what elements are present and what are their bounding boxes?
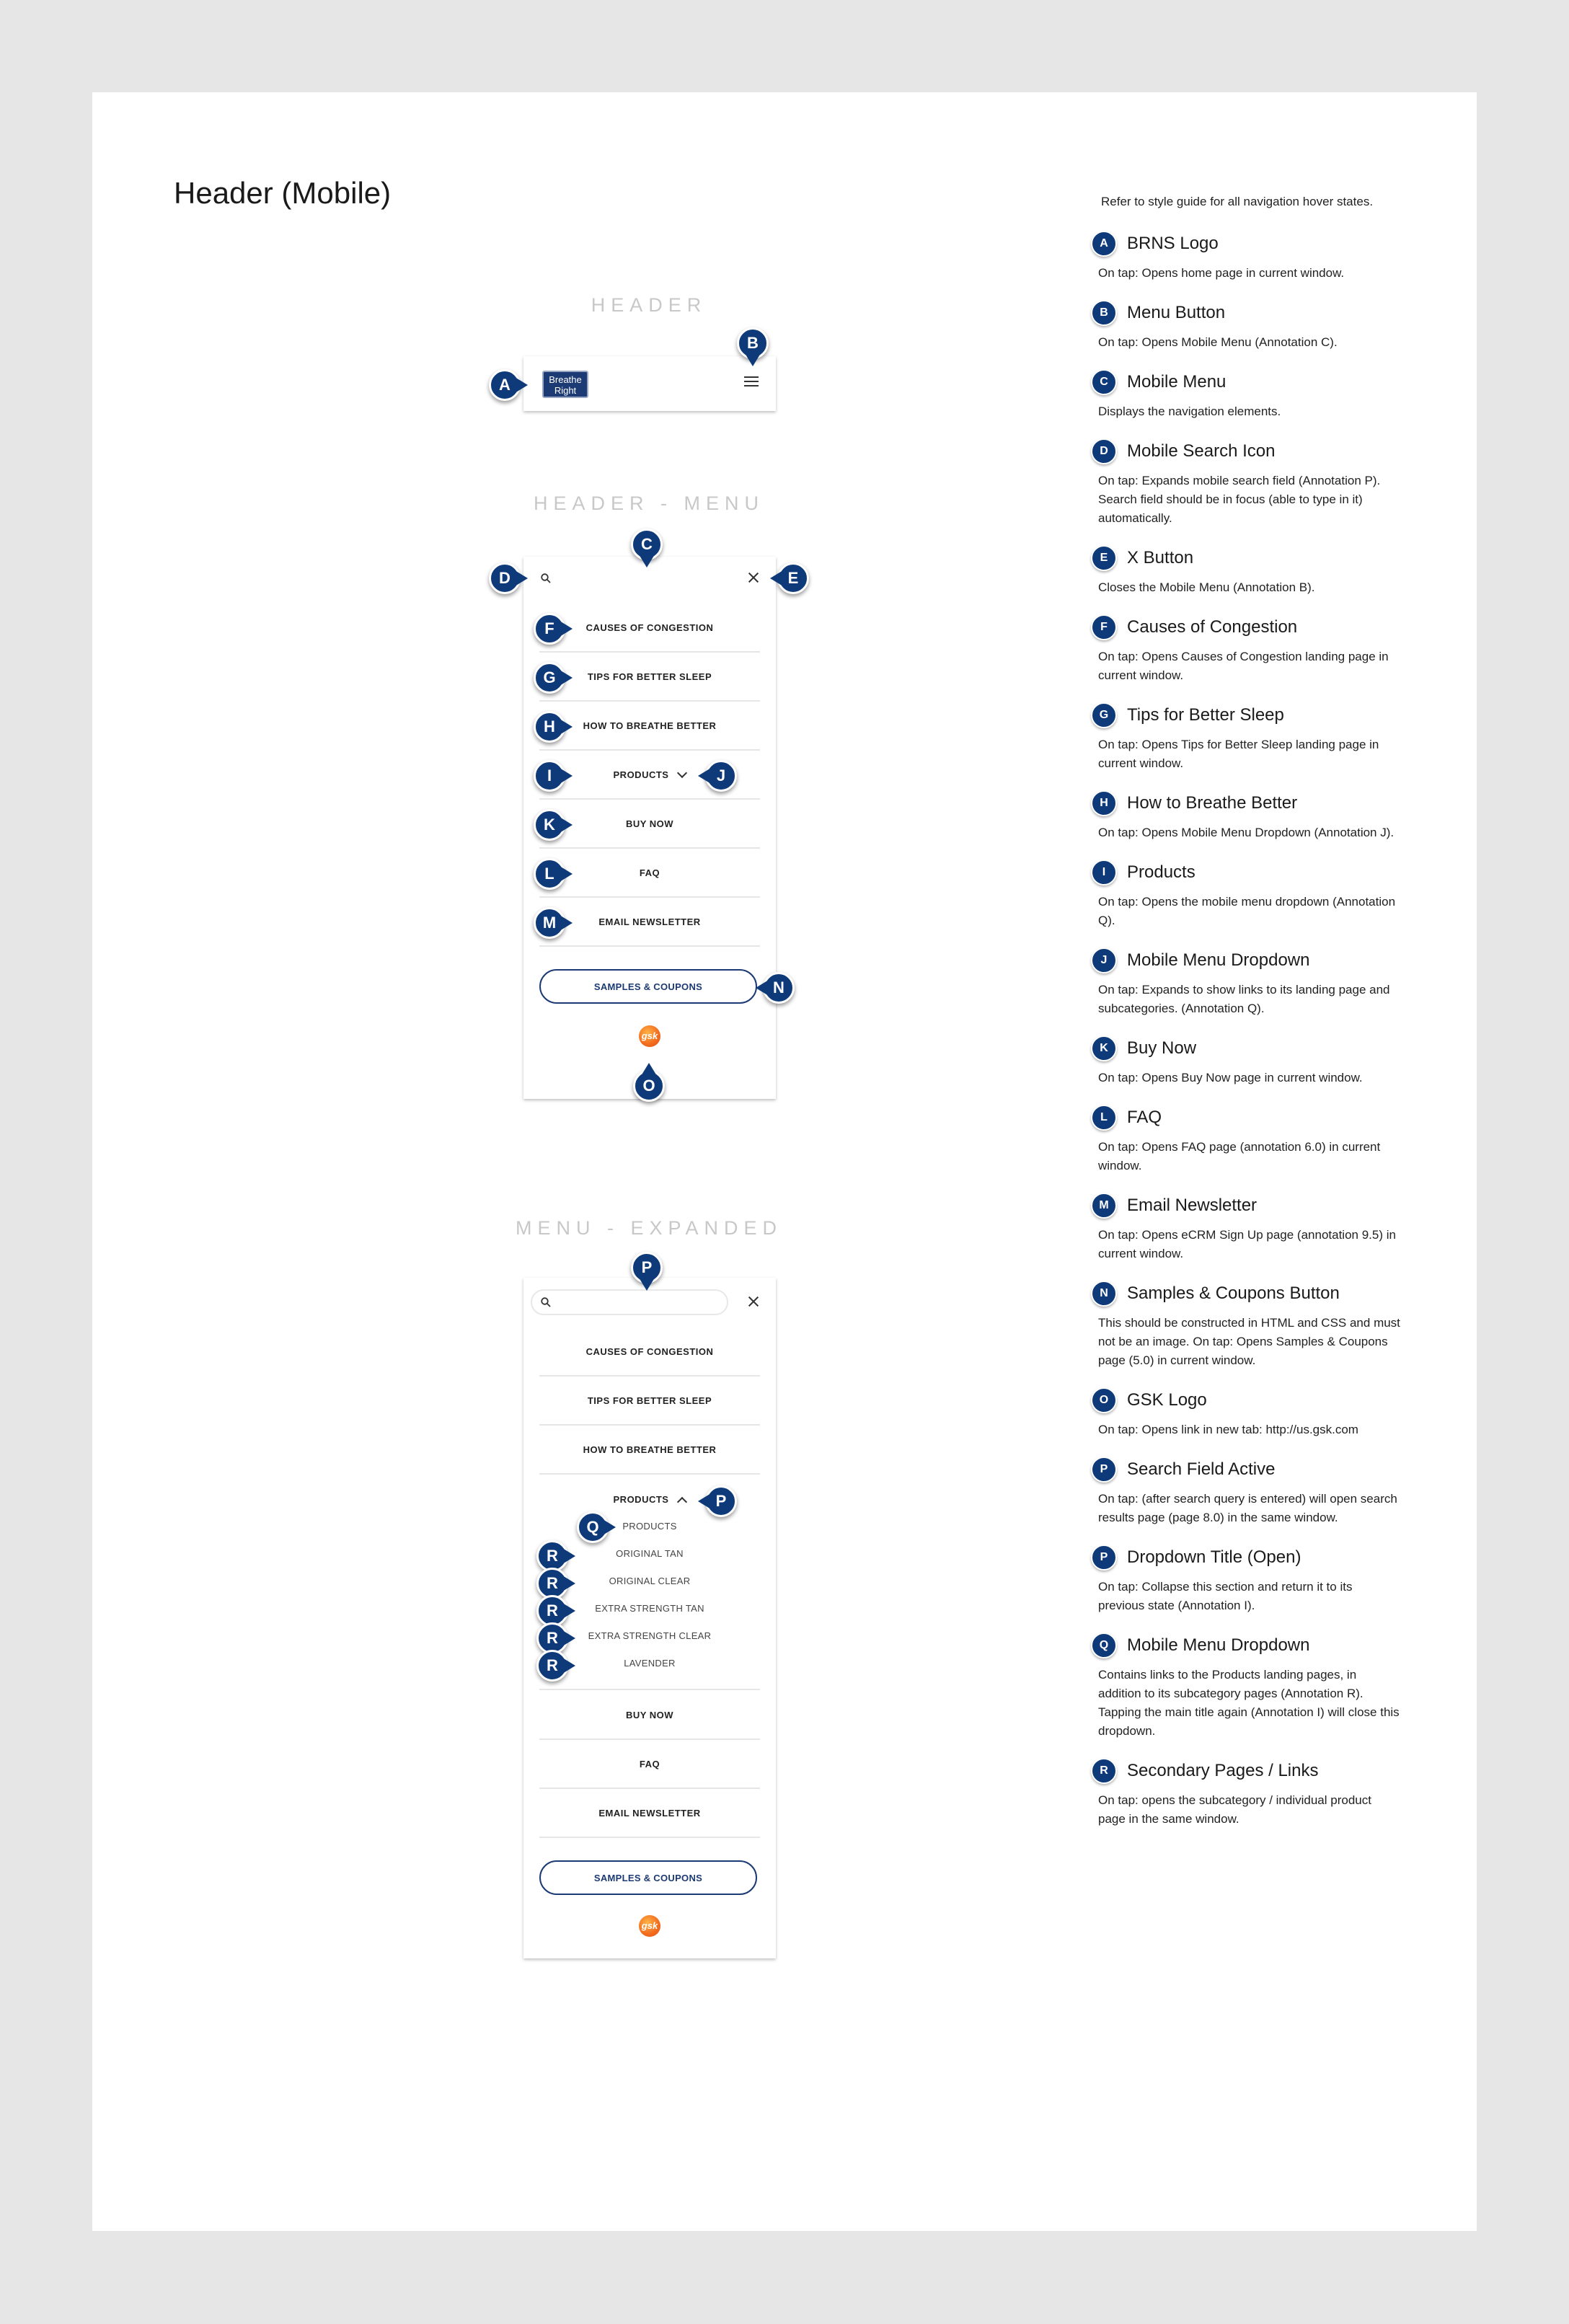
- annotation-badge: P: [1091, 1457, 1117, 1483]
- annotation-marker-i: I: [534, 760, 565, 792]
- menu-item-newsletter[interactable]: [539, 1790, 760, 1838]
- annotation-badge: G: [1091, 702, 1117, 728]
- annotation-f: [1098, 613, 1401, 685]
- submenu-label: ORIGINAL TAN: [616, 1547, 684, 1559]
- annotation-l: [1098, 1103, 1401, 1175]
- header-frame: [523, 356, 776, 411]
- annotation-badge: N: [1091, 1281, 1117, 1307]
- menu-item-buy-now[interactable]: [539, 1692, 760, 1740]
- annotation-marker-m: M: [534, 907, 565, 939]
- annotation-badge: H: [1091, 790, 1117, 816]
- hamburger-line: [744, 381, 759, 382]
- annotation-marker-l: L: [534, 858, 565, 890]
- annotation-title: Causes of Congestion: [1127, 617, 1298, 637]
- annotation-a: [1098, 229, 1401, 283]
- annotation-badge: I: [1091, 860, 1117, 885]
- annotation-title: Secondary Pages / Links: [1127, 1761, 1319, 1780]
- annotation-desc: On tap: Opens the mobile menu dropdown (Annotation Q).: [1098, 895, 1396, 927]
- annotation-marker-f: F: [534, 613, 565, 645]
- annotation-title: Menu Button: [1127, 303, 1226, 322]
- annotation-desc: On tap: Opens eCRM Sign Up page (annotation 9.5) in current window.: [1098, 1228, 1396, 1260]
- annotation-marker-p: P: [705, 1485, 737, 1517]
- annotation-marker-r: R: [536, 1650, 568, 1682]
- menu-item-label: TIPS FOR BETTER SLEEP: [587, 1395, 712, 1406]
- annotation-n: [1098, 1279, 1401, 1370]
- annotation-title: X Button: [1127, 548, 1194, 567]
- annotation-marker-r: R: [536, 1622, 568, 1654]
- annotation-desc: On tap: Opens Mobile Menu Dropdown (Annotation J).: [1098, 826, 1395, 839]
- annotation-desc: On tap: Expands to show links to its landing page and subcategories. (Annotation Q).: [1098, 983, 1390, 1015]
- annotation-marker-a: A: [489, 369, 521, 401]
- annotation-title: Tips for Better Sleep: [1127, 705, 1284, 725]
- menu-item-label: HOW TO BREATHE BETTER: [583, 1444, 717, 1455]
- search-field[interactable]: [531, 1289, 728, 1315]
- menu-item-label: PRODUCTS: [613, 769, 669, 780]
- annotation-desc: On tap: Opens link in new tab: http://us.gsk.com: [1098, 1423, 1358, 1436]
- annotation-badge: L: [1091, 1105, 1117, 1131]
- section-label-header: HEADER: [591, 294, 707, 316]
- menu-item-breathe[interactable]: [539, 1426, 760, 1475]
- annotation-marker-c: C: [631, 529, 663, 560]
- annotation-marker-p: P: [631, 1252, 663, 1283]
- annotation-marker-r: R: [536, 1568, 568, 1599]
- menu-item-label: BUY NOW: [625, 818, 674, 829]
- submenu-label: EXTRA STRENGTH CLEAR: [588, 1630, 712, 1641]
- logo-text: Breathe Right: [549, 374, 582, 396]
- annotation-badge: O: [1091, 1387, 1117, 1413]
- annotation-marker-r: R: [536, 1540, 568, 1572]
- annotation-marker-d: D: [489, 562, 521, 594]
- annotation-title: BRNS Logo: [1127, 234, 1219, 253]
- menu-item-label: CAUSES OF CONGESTION: [585, 1346, 714, 1357]
- annotation-badge: E: [1091, 545, 1117, 571]
- menu-item-tips[interactable]: [539, 1377, 760, 1426]
- annotation-desc: On tap: Opens Tips for Better Sleep landing page in current window.: [1098, 738, 1379, 770]
- annotation-marker-b: B: [737, 327, 769, 359]
- annotation-marker-n: N: [763, 972, 795, 1004]
- menu-item-label: EMAIL NEWSLETTER: [598, 1808, 701, 1819]
- annotation-desc: Contains links to the Products landing pages, in addition to its subcategory pages (Annotation R). Tapping the main title again (Annotation I) will close this dropdown.: [1098, 1668, 1400, 1738]
- annotation-title: Search Field Active: [1127, 1459, 1276, 1479]
- annotation-title: Dropdown Title (Open): [1127, 1547, 1301, 1567]
- gsk-logo[interactable]: [639, 1915, 660, 1937]
- annotation-badge: B: [1091, 300, 1117, 326]
- annotation-title: Mobile Menu Dropdown: [1127, 1635, 1310, 1655]
- menu-item-faq[interactable]: [539, 1741, 760, 1789]
- brns-logo[interactable]: [542, 371, 588, 398]
- annotation-desc: On tap: Expands mobile search field (Annotation P). Search field should be in focus (able to type in it) automatically.: [1098, 474, 1381, 525]
- gsk-logo[interactable]: [639, 1025, 660, 1047]
- annotation-title: Mobile Search Icon: [1127, 441, 1276, 461]
- annotation-i: [1098, 858, 1401, 930]
- section-label-menu-expanded: MENU - EXPANDED: [515, 1217, 783, 1239]
- annotation-desc: On tap: Opens Mobile Menu (Annotation C).: [1098, 335, 1338, 349]
- annotation-badge: K: [1091, 1035, 1117, 1061]
- annotation-q: [1098, 1631, 1401, 1741]
- annotation-title: Mobile Menu: [1127, 372, 1227, 392]
- menu-item-label: CAUSES OF CONGESTION: [585, 622, 714, 633]
- samples-coupons-button[interactable]: [539, 969, 757, 1004]
- annotation-o: [1098, 1386, 1401, 1439]
- menu-button[interactable]: [744, 376, 759, 386]
- menu-item-causes[interactable]: [539, 1328, 760, 1377]
- annotation-p-dropdown: [1098, 1543, 1401, 1615]
- divider: [539, 1689, 760, 1690]
- annotation-badge: R: [1091, 1758, 1117, 1784]
- annotation-title: Samples & Coupons Button: [1127, 1283, 1340, 1303]
- annotation-badge: A: [1091, 231, 1117, 257]
- annotation-desc: On tap: Opens FAQ page (annotation 6.0) in current window.: [1098, 1140, 1381, 1172]
- annotation-title: Email Newsletter: [1127, 1196, 1258, 1215]
- annotation-j: [1098, 946, 1401, 1018]
- annotation-desc: On tap: Opens Causes of Congestion landing page in current window.: [1098, 650, 1389, 682]
- hamburger-line: [744, 376, 759, 378]
- search-icon[interactable]: [541, 573, 551, 583]
- annotation-desc: This should be constructed in HTML and CSS and must not be an image. On tap: Opens Samples & Coupons page (5.0) in current window.: [1098, 1316, 1400, 1367]
- annotation-title: Buy Now: [1127, 1038, 1197, 1058]
- annotation-badge: F: [1091, 614, 1117, 640]
- button-label: SAMPLES & COUPONS: [593, 1872, 703, 1883]
- annotation-badge: Q: [1091, 1632, 1117, 1658]
- annotation-marker-o: O: [633, 1070, 665, 1102]
- close-icon[interactable]: [747, 571, 760, 584]
- samples-coupons-button[interactable]: [539, 1860, 757, 1895]
- chevron-up-icon[interactable]: [677, 1496, 687, 1506]
- annotation-desc: On tap: Opens home page in current window.: [1098, 266, 1345, 280]
- annotation-desc: On tap: opens the subcategory / individual product page in the same window.: [1098, 1793, 1371, 1826]
- annotation-title: Mobile Menu Dropdown: [1127, 950, 1310, 970]
- annotation-marker-g: G: [534, 662, 565, 694]
- submenu-label: LAVENDER: [624, 1657, 676, 1669]
- annotation-k: [1098, 1034, 1401, 1087]
- annotation-g: [1098, 701, 1401, 773]
- menu-item-label: HOW TO BREATHE BETTER: [583, 720, 717, 731]
- annotation-badge: P: [1091, 1545, 1117, 1570]
- menu-item-label: PRODUCTS: [613, 1494, 669, 1505]
- annotation-badge: C: [1091, 369, 1117, 395]
- annotation-marker-q: Q: [577, 1511, 609, 1543]
- search-icon[interactable]: [541, 1297, 551, 1307]
- annotations-panel: [1098, 193, 1401, 1844]
- menu-item-label: TIPS FOR BETTER SLEEP: [587, 671, 712, 682]
- annotation-r: [1098, 1757, 1401, 1829]
- annotation-d: [1098, 437, 1401, 528]
- annotation-marker-j: J: [705, 760, 737, 792]
- gsk-logo-text: gsk: [641, 1030, 658, 1041]
- gsk-logo-text: gsk: [641, 1920, 658, 1931]
- submenu-label: ORIGINAL CLEAR: [609, 1575, 691, 1586]
- annotation-h: [1098, 789, 1401, 842]
- menu-item-label: EMAIL NEWSLETTER: [598, 916, 701, 927]
- annotation-title: FAQ: [1127, 1108, 1162, 1127]
- button-label: SAMPLES & COUPONS: [593, 981, 703, 992]
- submenu-label: PRODUCTS: [622, 1520, 677, 1532]
- annotation-p-search: [1098, 1455, 1401, 1527]
- submenu-label: EXTRA STRENGTH TAN: [595, 1602, 704, 1614]
- annotation-c: [1098, 368, 1401, 421]
- hamburger-line: [744, 385, 759, 386]
- annotation-marker-r: R: [536, 1595, 568, 1627]
- menu-item-label: FAQ: [639, 867, 660, 878]
- page-title: Header (Mobile): [174, 176, 392, 210]
- annotation-marker-h: H: [534, 711, 565, 743]
- annotation-desc: On tap: Collapse this section and return it to its previous state (Annotation I).: [1098, 1580, 1353, 1612]
- annotation-title: How to Breathe Better: [1127, 793, 1298, 813]
- annotation-badge: D: [1091, 438, 1117, 464]
- annotation-marker-e: E: [777, 562, 809, 594]
- annotation-badge: J: [1091, 947, 1117, 973]
- annotation-desc: On tap: Opens Buy Now page in current window.: [1098, 1071, 1363, 1084]
- close-icon[interactable]: [747, 1295, 760, 1308]
- annotation-desc: On tap: (after search query is entered) will open search results page (page 8.0) in the same window.: [1098, 1492, 1397, 1524]
- section-label-header-menu: HEADER - MENU: [533, 492, 764, 514]
- notes-intro: Refer to style guide for all navigation hover states.: [1101, 195, 1374, 208]
- annotation-b: [1098, 299, 1401, 352]
- annotation-e: [1098, 544, 1401, 597]
- annotation-marker-k: K: [534, 809, 565, 841]
- annotation-title: GSK Logo: [1127, 1390, 1207, 1410]
- annotation-badge: M: [1091, 1193, 1117, 1219]
- menu-item-label: FAQ: [639, 1759, 660, 1769]
- chevron-down-icon[interactable]: [677, 767, 687, 777]
- annotation-desc: Displays the navigation elements.: [1098, 405, 1281, 418]
- annotation-desc: Closes the Mobile Menu (Annotation B).: [1098, 580, 1315, 594]
- annotation-title: Products: [1127, 862, 1195, 882]
- annotation-m: [1098, 1191, 1401, 1263]
- menu-item-label: BUY NOW: [625, 1710, 674, 1720]
